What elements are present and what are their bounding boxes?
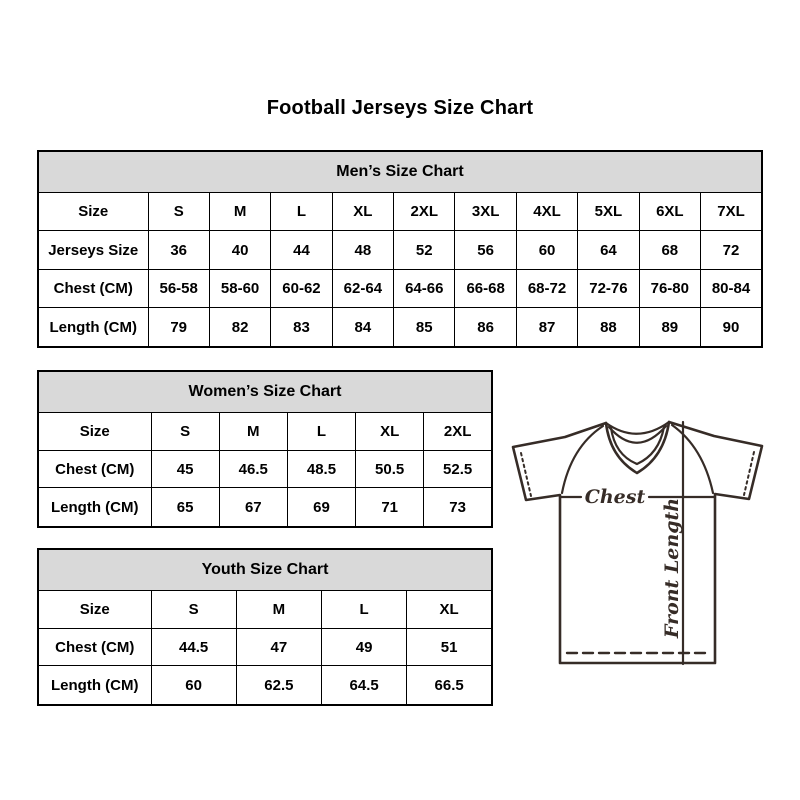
table-row xyxy=(38,308,762,347)
table-cell: 45 xyxy=(151,450,219,488)
table-cell: 46.5 xyxy=(219,450,287,488)
table-cell: 86 xyxy=(455,308,516,347)
jersey-outline xyxy=(513,422,762,663)
table-cell: 65 xyxy=(151,488,219,527)
table-cell: 6XL xyxy=(639,193,700,231)
table-cell: 68 xyxy=(639,231,700,269)
table-cell: 69 xyxy=(287,488,355,527)
table-cell: 90 xyxy=(701,308,762,347)
table-cell: 2XL xyxy=(424,412,492,450)
table-cell: 68-72 xyxy=(516,269,577,307)
table-cell: 64 xyxy=(578,231,639,269)
table-cell: 3XL xyxy=(455,193,516,231)
table-title-row xyxy=(38,151,762,193)
womens-size-chart-table xyxy=(37,370,493,528)
table-cell: 66.5 xyxy=(407,666,492,705)
table-cell: 60 xyxy=(151,666,236,705)
table-cell: 62.5 xyxy=(236,666,321,705)
table-cell: 89 xyxy=(639,308,700,347)
table-cell: 52.5 xyxy=(424,450,492,488)
table-cell: 50.5 xyxy=(356,450,424,488)
table-cell: 64.5 xyxy=(322,666,407,705)
table-cell: M xyxy=(236,590,321,628)
row-header-cell: Chest (CM) xyxy=(38,628,151,666)
table-cell: 71 xyxy=(356,488,424,527)
table-cell: 44 xyxy=(271,231,332,269)
table-cell: 72-76 xyxy=(578,269,639,307)
row-header-cell: Length (CM) xyxy=(38,488,151,527)
table-cell: 88 xyxy=(578,308,639,347)
table-cell: 2XL xyxy=(394,193,455,231)
table-cell: 64-66 xyxy=(394,269,455,307)
table-cell: 7XL xyxy=(701,193,762,231)
table-title-row xyxy=(38,371,492,412)
table-cell: 52 xyxy=(394,231,455,269)
table-cell: S xyxy=(148,193,209,231)
table-cell: 48 xyxy=(332,231,393,269)
table-cell: 60 xyxy=(516,231,577,269)
table-cell: 62-64 xyxy=(332,269,393,307)
table-cell: 67 xyxy=(219,488,287,527)
table-cell: 73 xyxy=(424,488,492,527)
mens-size-chart-table xyxy=(37,150,763,348)
chest-label: Chest xyxy=(584,486,646,508)
table-cell: 51 xyxy=(407,628,492,666)
table-title: Men’s Size Chart xyxy=(38,151,762,193)
table-cell: 84 xyxy=(332,308,393,347)
table-row xyxy=(38,450,492,488)
table-cell: XL xyxy=(356,412,424,450)
table-cell: 40 xyxy=(209,231,270,269)
row-header-cell: Length (CM) xyxy=(38,666,151,705)
table-cell: L xyxy=(271,193,332,231)
jersey-diagram-svg xyxy=(505,407,770,672)
table-row xyxy=(38,412,492,450)
table-row xyxy=(38,590,492,628)
youth-size-chart-table xyxy=(37,548,493,706)
table-cell: 36 xyxy=(148,231,209,269)
table-cell: 56 xyxy=(455,231,516,269)
table-cell: 48.5 xyxy=(287,450,355,488)
right-sleeve-seam xyxy=(672,425,713,493)
table-cell: 87 xyxy=(516,308,577,347)
table-cell: 82 xyxy=(209,308,270,347)
table-cell: 4XL xyxy=(516,193,577,231)
front-length-label: Front Length xyxy=(661,497,683,639)
table-cell: M xyxy=(219,412,287,450)
table-row xyxy=(38,269,762,307)
row-header-cell: Chest (CM) xyxy=(38,450,151,488)
table-cell: S xyxy=(151,412,219,450)
table-cell: 58-60 xyxy=(209,269,270,307)
page-title: Football Jerseys Size Chart xyxy=(266,97,534,119)
table-cell: 56-58 xyxy=(148,269,209,307)
table-cell: 47 xyxy=(236,628,321,666)
table-cell: S xyxy=(151,590,236,628)
table-cell: XL xyxy=(407,590,492,628)
table-title: Women’s Size Chart xyxy=(38,371,492,412)
table-cell: 80-84 xyxy=(701,269,762,307)
row-header-cell: Size xyxy=(38,193,148,231)
table-title-row xyxy=(38,549,492,590)
row-header-cell: Length (CM) xyxy=(38,308,148,347)
table-cell: 83 xyxy=(271,308,332,347)
jersey-measurement-diagram xyxy=(505,407,770,672)
table-row xyxy=(38,488,492,527)
table-cell: 79 xyxy=(148,308,209,347)
table-title: Youth Size Chart xyxy=(38,549,492,590)
table-cell: 72 xyxy=(701,231,762,269)
row-header-cell: Size xyxy=(38,590,151,628)
table-cell: XL xyxy=(332,193,393,231)
table-cell: M xyxy=(209,193,270,231)
table-cell: 60-62 xyxy=(271,269,332,307)
table-cell: 5XL xyxy=(578,193,639,231)
table-cell: 44.5 xyxy=(151,628,236,666)
table-cell: 85 xyxy=(394,308,455,347)
table-cell: 76-80 xyxy=(639,269,700,307)
table-row xyxy=(38,666,492,705)
row-header-cell: Jerseys Size xyxy=(38,231,148,269)
row-header-cell: Size xyxy=(38,412,151,450)
row-header-cell: Chest (CM) xyxy=(38,269,148,307)
table-row xyxy=(38,231,762,269)
table-row xyxy=(38,193,762,231)
table-row xyxy=(38,628,492,666)
table-cell: 49 xyxy=(322,628,407,666)
table-cell: L xyxy=(322,590,407,628)
table-cell: 66-68 xyxy=(455,269,516,307)
table-cell: L xyxy=(287,412,355,450)
